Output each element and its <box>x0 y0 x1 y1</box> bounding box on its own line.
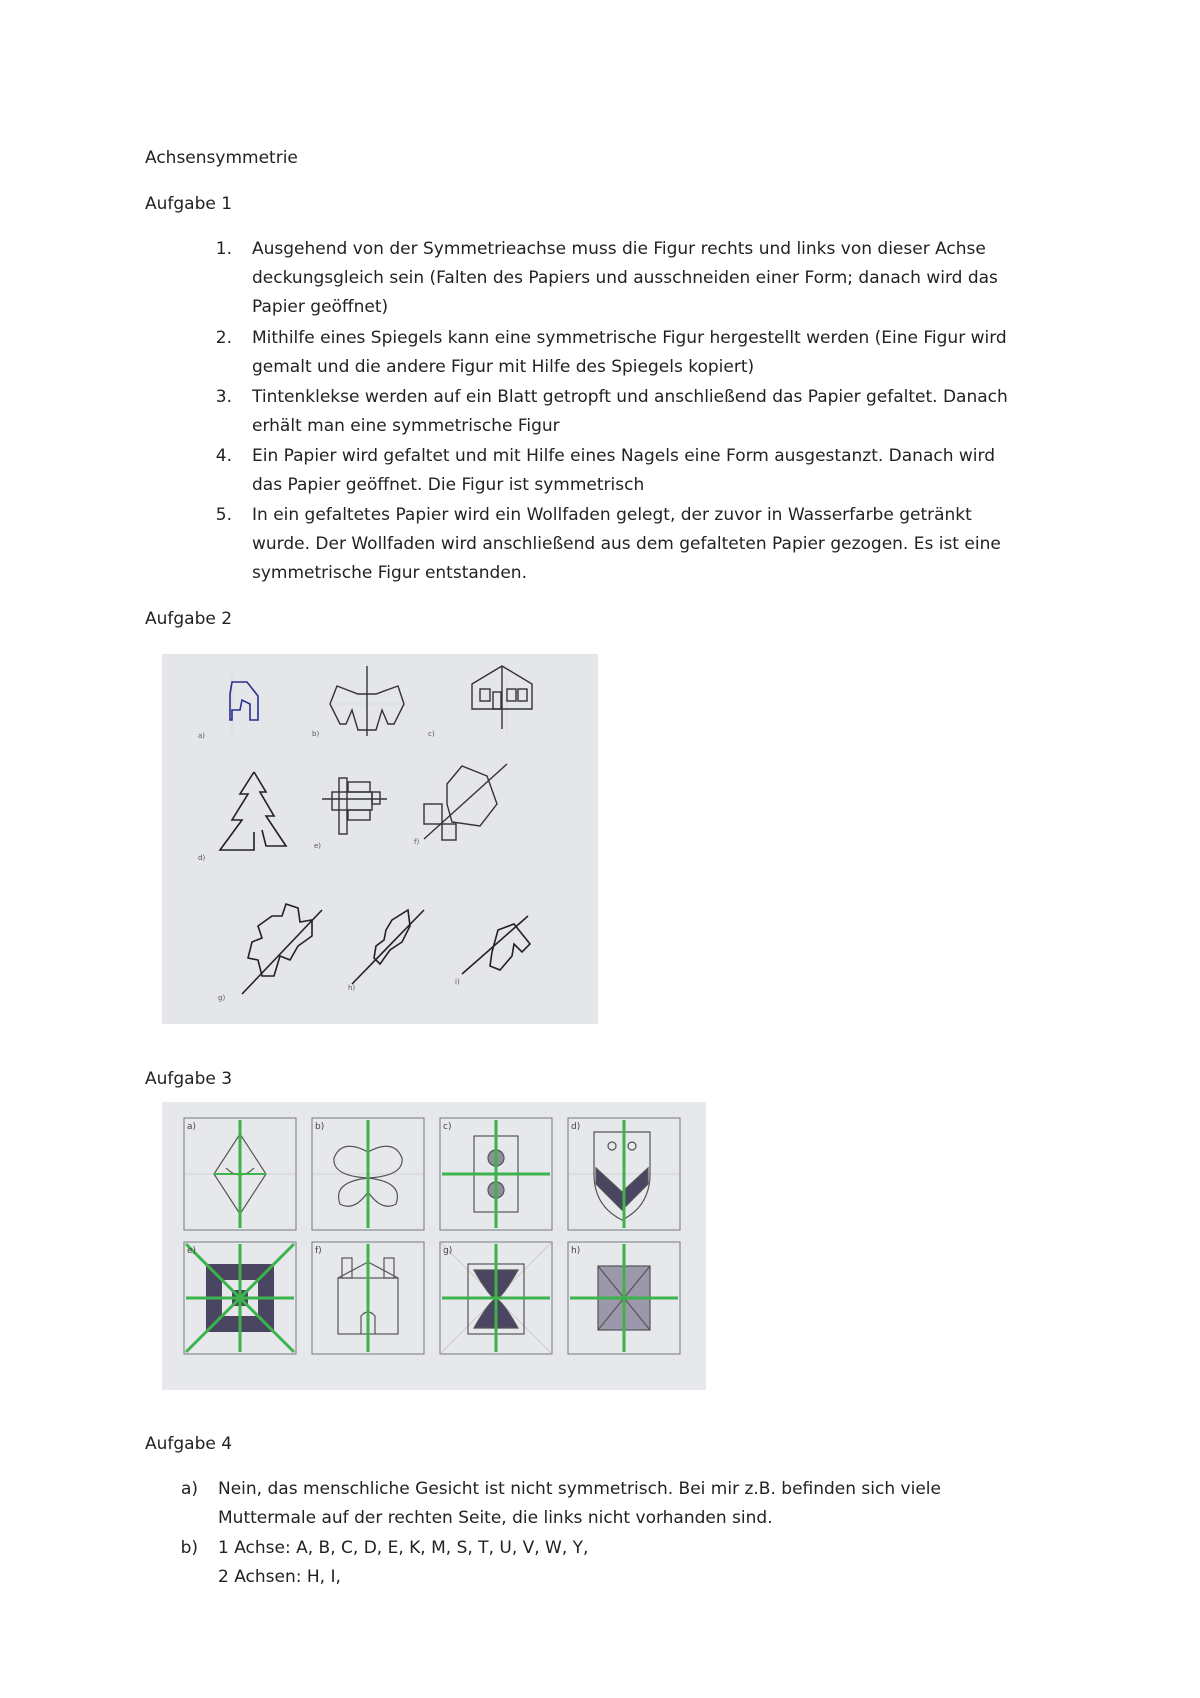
list-item-line: das Papier geöffnet. Die Figur ist symmetrisch <box>252 475 645 495</box>
list-letter: b) <box>180 1538 198 1558</box>
figure-label-e: e) <box>187 1246 197 1256</box>
list-item-line: Ausgehend von der Symmetrieachse muss die Figur rechts und links von dieser Achse <box>252 239 986 259</box>
aufgabe-2-drawing <box>162 654 598 1024</box>
list-item <box>252 442 1082 500</box>
figure-label-g: g) <box>443 1246 453 1256</box>
list-item <box>252 324 1082 382</box>
figure-label-b: b) <box>315 1122 325 1132</box>
aufgabe-3-heading: Aufgabe 3 <box>145 1069 233 1089</box>
list-item-line: gemalt und die andere Figur mit Hilfe des Spiegels kopiert) <box>252 357 755 377</box>
list-item-line: Papier geöffnet) <box>252 297 389 317</box>
list-item-line: Nein, das menschliche Gesicht ist nicht symmetrisch. Bei mir z.B. befinden sich viele <box>218 1479 941 1499</box>
aufgabe-4-heading: Aufgabe 4 <box>145 1434 233 1454</box>
figure-label-a: a) <box>198 732 206 740</box>
figure-label-d: d) <box>198 854 206 862</box>
figure-label-c: c) <box>443 1122 452 1132</box>
figure-label-f: f) <box>414 838 420 846</box>
list-letter: a) <box>180 1479 198 1499</box>
figure-label-g: g) <box>218 994 226 1002</box>
list-item <box>252 235 1082 322</box>
list-item-line: Mithilfe eines Spiegels kann eine symmetrische Figur hergestellt werden (Eine Figur wird <box>252 328 1007 348</box>
list-item <box>218 1534 1048 1592</box>
page-title: Achsensymmetrie <box>145 148 298 168</box>
list-item <box>252 383 1082 441</box>
figure-label-d: d) <box>571 1122 581 1132</box>
list-item-line: deckungsgleich sein (Falten des Papiers und ausschneiden einer Form; danach wird das <box>252 268 998 288</box>
list-item-line: Muttermale auf der rechten Seite, die links nicht vorhanden sind. <box>218 1508 773 1528</box>
figure-label-f: f) <box>315 1246 322 1256</box>
aufgabe-2-photo <box>162 654 598 1024</box>
figure-label-e: e) <box>314 842 322 850</box>
list-number: 3. <box>215 387 232 407</box>
list-item-line: erhält man eine symmetrische Figur <box>252 416 560 436</box>
figure-label-h: h) <box>348 984 356 992</box>
list-item-line: Tintenklekse werden auf ein Blatt getropft und anschließend das Papier gefaltet. Danach <box>252 387 1008 407</box>
list-item-line: 2 Achsen: H, I, <box>218 1567 341 1587</box>
aufgabe-3-photo <box>162 1102 706 1390</box>
list-number: 4. <box>215 446 232 466</box>
list-number: 1. <box>215 239 232 259</box>
figure-label-a: a) <box>187 1122 197 1132</box>
aufgabe-3-drawing <box>162 1102 706 1390</box>
list-item-line: 1 Achse: A, B, C, D, E, K, M, S, T, U, V, W, Y, <box>218 1538 589 1558</box>
list-item-line: In ein gefaltetes Papier wird ein Wollfaden gelegt, der zuvor in Wasserfarbe getränkt <box>252 505 972 525</box>
aufgabe-1-heading: Aufgabe 1 <box>145 194 233 214</box>
figure-label-h: h) <box>571 1246 581 1256</box>
list-number: 2. <box>215 328 232 348</box>
list-item-line: symmetrische Figur entstanden. <box>252 563 527 583</box>
figure-label-c: c) <box>428 730 435 738</box>
list-item-line: Ein Papier wird gefaltet und mit Hilfe eines Nagels eine Form ausgestanzt. Danach wird <box>252 446 996 466</box>
figure-label-b: b) <box>312 730 320 738</box>
figure-label-i: i) <box>455 978 460 986</box>
list-item <box>218 1475 1048 1533</box>
list-item <box>252 501 1082 588</box>
list-item-line: wurde. Der Wollfaden wird anschließend aus dem gefalteten Papier gezogen. Es ist eine <box>252 534 1001 554</box>
list-number: 5. <box>215 505 232 525</box>
aufgabe-2-heading: Aufgabe 2 <box>145 609 233 629</box>
